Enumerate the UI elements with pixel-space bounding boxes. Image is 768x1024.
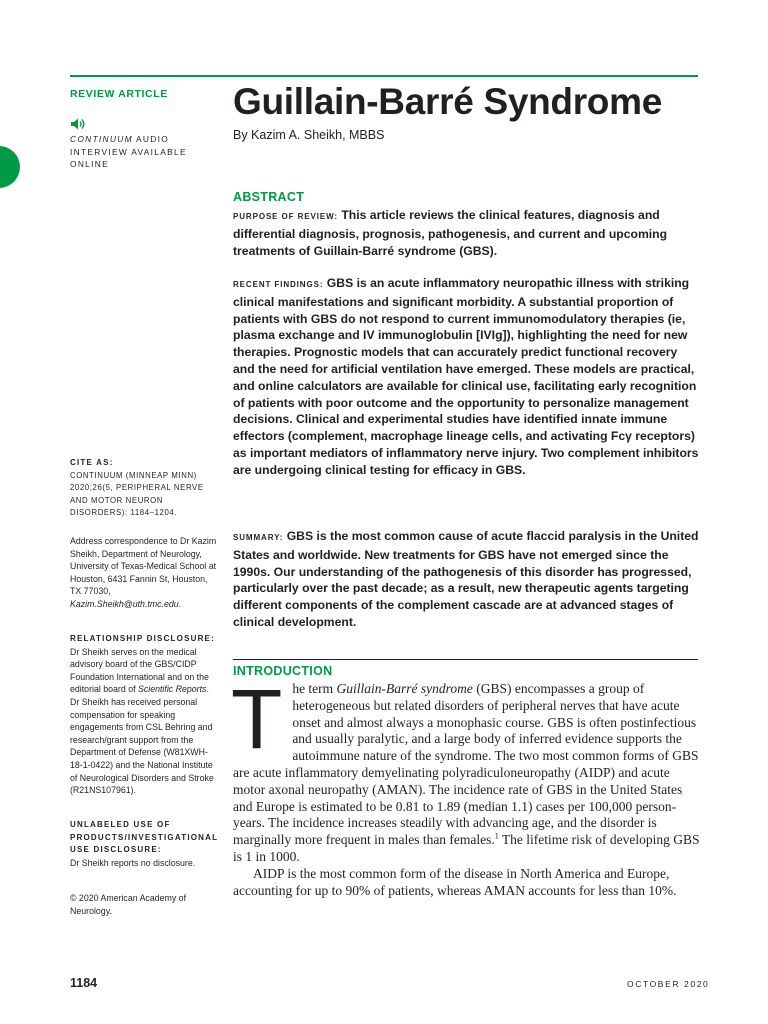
journal-name: Scientific Reports (137, 684, 207, 695)
copyright: © 2020 American Academy of Neurology. (70, 893, 187, 916)
correspondence-address (70, 535, 220, 611)
cite-block (70, 457, 220, 520)
relationship-text (70, 646, 220, 797)
relationship-text-a: Dr Sheikh serves on the medical advisory board of the GBS/CIDP Foundation International and on the editorial board of (70, 646, 209, 695)
relationship-disclosure (70, 633, 220, 797)
drop-cap: T (231, 672, 283, 766)
intro-text: he term (292, 681, 337, 696)
audio-interview-note[interactable] (70, 133, 210, 171)
audio-note-text: AUDIO INTERVIEW AVAILABLE ONLINE (70, 134, 187, 169)
summary-text: GBS is the most common cause of acute flaccid paralysis in the United States and worldwide. New treatments for GBS have not emerged since the 1990s. Our understanding of the pathogenesis of this disorder has progressed, particularly over the past decade; as a result, new therapeutic agents targeting different components of the complement cascade are at advanced stages of clinical development. (233, 529, 699, 629)
section-divider (233, 659, 698, 660)
address-end: . (178, 598, 182, 609)
intro-paragraph-1 (231, 672, 700, 866)
abstract-purpose (233, 207, 701, 259)
audio-note-journal: CONTINUUM (70, 134, 133, 144)
abstract-summary (233, 528, 701, 631)
intro-paragraph-2: AIDP is the most common form of the disease in North America and Europe, accounting for up to 90% of patients, whereas AMAN accounts for less than 10%. (233, 865, 677, 898)
email-link[interactable]: Kazim.Sheikh@uth.tmc.edu (70, 598, 179, 609)
speaker-icon[interactable] (70, 117, 86, 131)
intro-text: The lifetime risk of developing GBS is 1 in 1000. (233, 832, 700, 864)
findings-label: RECENT FINDINGS: (233, 280, 324, 289)
address-text: Address correspondence to Dr Kazim Sheikh, Department of Neurology, University of Texas-Medical School at Houston, 6431 Fannin St, Houston, TX 77030, (70, 536, 217, 597)
cite-heading: CITE AS: (70, 458, 114, 467)
summary-label: SUMMARY: (233, 533, 284, 542)
relationship-text-b: . Dr Sheikh has received personal compensation for speaking engagements from CSL Behring and research/grant support from the Department of Defense (W81XWH-18-1-0422) and the National Institute of Neurological Disorders and Stroke (R21NS107961). (70, 684, 214, 796)
findings-text: GBS is an acute inflammatory neuropathic illness with striking clinical manifestations and significant morbidity. A substantial proportion of patients with GBS do not respond to current immunomodulatory therapies (ie, plasma exchange and IV immunoglobulin [IVIg]), highlighting the need for new therapies. Prognostic models that can accurately predict functional recovery and the need for artificial ventilation have emerged. These models are practical, and online calculators are available for clinical use, facilitating early recognition of patients with poor outcome and the opportunity to personalize management decisions. Clinical and experimental studies have identified innate immune effectors (complement, macrophage lineage cells, and activating Fcγ receptors) as important mediators of inflammatory nerve injury. Two complement inhibitors are undergoing clinical testing for efficacy in GBS. (233, 276, 699, 477)
cite-text: CONTINUUM (MINNEAP MINN) 2020;26(5, PERIPHERAL NERVE AND MOTOR NEURON DISORDERS): 1184–1204. (70, 470, 204, 518)
intro-term: Guillain-Barré syndrome (336, 681, 473, 696)
page-number: 1184 (70, 976, 98, 990)
purpose-text: This article reviews the clinical features, diagnosis and differential diagnosis, prognosis, pathogenesis, and current and upcoming treatments of Guillain-Barré syndrome (GBS). (233, 208, 668, 258)
abstract-findings (233, 275, 701, 479)
issue-date: OCTOBER 2020 (627, 979, 710, 989)
article-title: Guillain-Barré Syndrome (233, 81, 662, 122)
unlabeled-heading: UNLABELED USE OF PRODUCTS/INVESTIGATIONAL USE DISCLOSURE: (70, 820, 219, 855)
introduction-heading: INTRODUCTION (233, 664, 333, 678)
introduction-body (231, 672, 700, 899)
purpose-label: PURPOSE OF REVIEW: (233, 212, 338, 221)
relationship-heading: RELATIONSHIP DISCLOSURE: (70, 634, 215, 643)
abstract-heading: ABSTRACT (233, 190, 305, 204)
section-tab-marker (0, 146, 20, 188)
top-rule (70, 75, 698, 77)
unlabeled-text: Dr Sheikh reports no disclosure. (70, 857, 196, 868)
unlabeled-use-disclosure (70, 819, 220, 869)
section-label: REVIEW ARTICLE (70, 88, 168, 100)
reference-marker[interactable]: 1 (494, 831, 499, 841)
intro-text: (GBS) encompasses a group of heterogeneous but related disorders of peripheral nerves that have acute onset and almost always a monophasic course. GBS is often postinfectious and usually paralytic, and a large body of inferred evidence supports the autoimmune nature of the syndrome. The two most common forms of GBS are acute inflammatory demyelinating polyradiculoneuropathy (AIDP) and acute motor axonal neuropathy (AMAN). The incidence rate of GBS in the United States and Europe is estimated to be 0.81 to 1.89 (median 1.1) cases per 100,000 person-years. The incidence increases steadily with advancing age, and the disorder is marginally more frequent in males than females. (233, 681, 699, 848)
byline: By Kazim A. Sheikh, MBBS (233, 128, 385, 142)
